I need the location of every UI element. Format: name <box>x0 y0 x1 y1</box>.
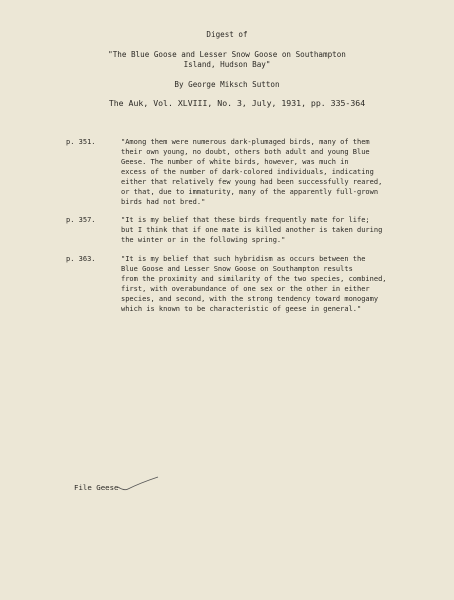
author-line: By George Miksch Sutton <box>174 80 280 89</box>
page-reference: p. 357. <box>66 216 96 224</box>
digest-title: Digest of <box>206 30 248 39</box>
quote-line: Blue Goose and Lesser Snow Goose on Southampton results <box>121 265 353 273</box>
quote-line: Geese. The number of white birds, however, was much in <box>121 158 349 166</box>
quote-text <box>121 215 406 245</box>
citation-line: The Auk, Vol. XLVIII, No. 3, July, 1931, pp. 335-364 <box>108 98 366 108</box>
quote-line: birds had not bred." <box>121 198 206 206</box>
quote-line: species, and second, with the strong tendency toward monogamy <box>121 295 379 303</box>
quote-line: but I think that if one mate is killed another is taken during <box>121 226 383 234</box>
quote-line: excess of the number of dark-colored individuals, indicating <box>121 168 374 176</box>
page-reference: p. 351. <box>66 138 96 146</box>
quote-line: "It is my belief that these birds frequently mate for life; <box>121 216 370 224</box>
quote-line: "It is my belief that such hybridism as occurs between the <box>121 255 366 263</box>
quote-line: their own young, no doubt, others both adult and young Blue <box>121 148 370 156</box>
quote-line: either that relatively few young had been successfully reared, <box>121 178 383 186</box>
quote-line: which is known to be characteristic of geese in general." <box>121 305 362 313</box>
quote-line: "Among them were numerous dark-plumaged birds, many of them <box>121 138 370 146</box>
article-title-line-2: Island, Hudson Bay" <box>183 60 271 69</box>
article-title-line-1: "The Blue Goose and Lesser Snow Goose on Southampton <box>108 50 346 59</box>
quote-line: from the proximity and similarity of the two species, combined, <box>121 275 387 283</box>
quote-line: the winter or in the following spring." <box>121 236 286 244</box>
page-reference: p. 363. <box>66 255 96 263</box>
quote-text <box>121 254 406 314</box>
quote-text <box>121 137 406 207</box>
quote-line: or that, due to immaturity, many of the apparently full-grown <box>121 188 379 196</box>
file-note: File Geese <box>74 483 119 492</box>
handwritten-check-icon <box>116 476 162 494</box>
quote-line: first, with overabundance of one sex or the other in either <box>121 285 370 293</box>
